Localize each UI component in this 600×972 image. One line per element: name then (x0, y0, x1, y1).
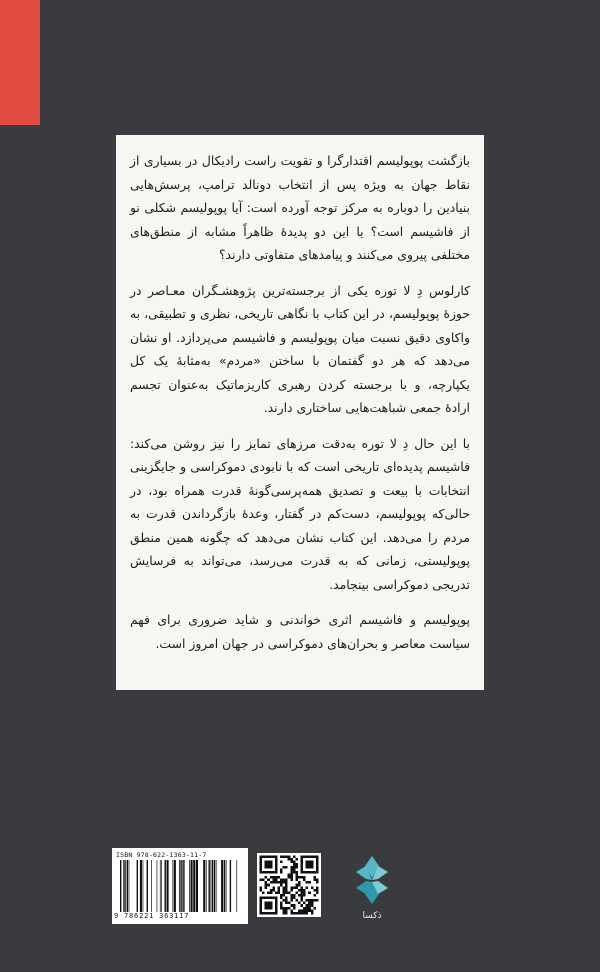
isbn-barcode (112, 848, 248, 924)
isbn-label: ISBN 978-622-1363-11-7 (116, 851, 207, 859)
barcode-bars (118, 860, 242, 912)
blurb-paragraph-3: با این حال دِ لا توره به‌دقت مرزهای تمایز را نیز روشن می‌کند: فاشیسم پدیده‌ای تاریخی است که با نابودی دموکراسی و جایگزینی انتخابات با بیعت و تصدیق همه‌پرسی‌گونهٔ قدرت همراه بود، در حالی‌که پوپولیسم، دست‌کم در گفتار، وعدهٔ بازگرداندن قدرت به مردم را می‌دهد. این کتاب نشان می‌دهد که چگونه همین منطق پوپولیستی، زمانی که به قدرت می‌رسد، می‌تواند به فرسایش تدریجی دموکراسی بینجامد. (130, 435, 470, 592)
publisher-logo-icon (352, 852, 392, 908)
blurb-paragraph-1: بازگشت پوپولیسم اقتدارگرا و تقویت راست رادیکال در بسیاری از نقاط جهان به ویژه پس از انتخاب دونالد ترامپ، پرسش‌هایی بنیادین را دوباره به مرکز توجه آورده است: آیا پوپولیسم شکلی نو از فاشیسم است؟ یا این دو پدیدهٔ ظاهراً مشابه از منطق‌های مختلفی پیروی می‌کنند و پیامدهای متفاوتی دارند؟ (130, 153, 470, 262)
qr-code (257, 853, 321, 917)
blurb-paragraph-2: کارلوس دِ لا توره یکی از برجسته‌ترین پژوهشـگران معـاصر در حوزهٔ پوپولیسم، در این کتاب با نگاهی تاریخی، نظری و تطبیقی، به واکاوی دقیق نسبت میان پوپولیسم و فاشیسم می‌پردازد. او نشان می‌دهد که هر دو گفتمان با ساختن «مردم» به‌مثابهٔ یک کل یکپارچه، و با برجسته کردن رهبری کاریزماتیک به‌عنوان تجسم ارادهٔ جمعی شباهت‌هایی ساختاری دارند. (130, 282, 470, 415)
barcode-number: 9 786221 363117 (114, 912, 190, 920)
publisher-logo (352, 852, 392, 926)
publisher-name: ذکسا (362, 911, 382, 921)
blurb-panel (116, 135, 484, 690)
blurb-paragraph-4: پوپولیسم و فاشیسم اثری خواندنی و شاید ضروری برای فهم سیاست معاصر و بحران‌های دموکراسی در جهان امروز است. (130, 612, 470, 651)
accent-strip (0, 0, 40, 125)
